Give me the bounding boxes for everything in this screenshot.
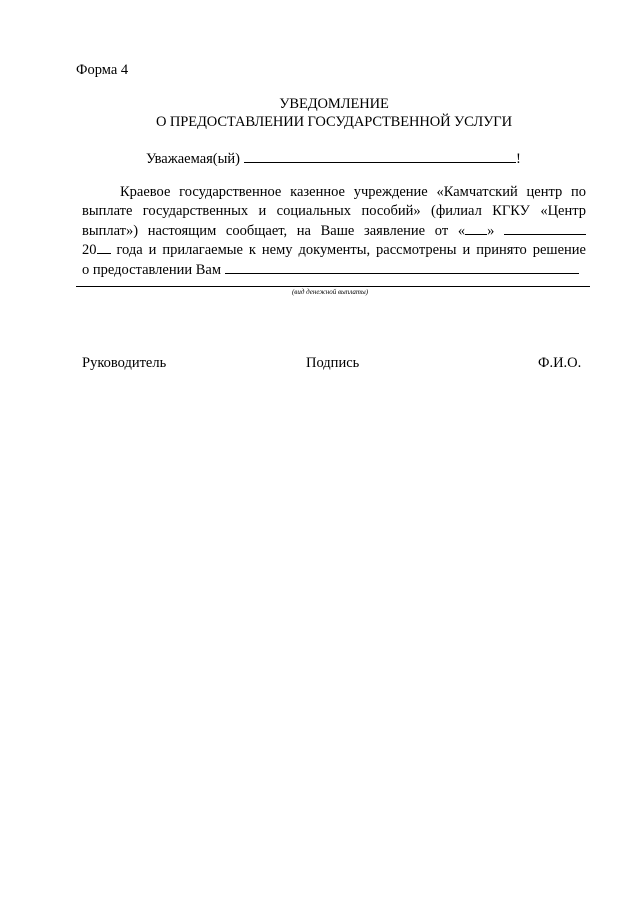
- greeting-suffix: !: [515, 151, 521, 167]
- signature-head-label: Руководитель: [82, 355, 167, 371]
- body-line-4-year: 20: [82, 242, 97, 259]
- body-line-2: выплате государственных и социальных пособий» (филиал КГКУ «Центр: [82, 202, 586, 219]
- body-line-3-text: выплат») настоящим сообщает, на Ваше заявление от «: [82, 222, 466, 239]
- signature-label: Подпись: [306, 355, 360, 371]
- date-month-blank: [504, 221, 586, 235]
- notification-body: [82, 183, 586, 280]
- body-line-4-text: года и прилагаемые к нему документы, рассмотрены и принято решение: [116, 242, 586, 259]
- payment-type-caption: (вид денежной выплаты): [291, 288, 369, 296]
- body-line-5-text: о предоставлении Вам: [82, 262, 222, 279]
- date-day-blank: [465, 221, 487, 235]
- form-number: Форма 4: [76, 62, 129, 78]
- date-year-blank: [97, 240, 111, 254]
- body-line-3: [82, 221, 586, 241]
- body-line-3-quote: »: [487, 222, 495, 239]
- document-subtitle: О ПРЕДОСТАВЛЕНИИ ГОСУДАРСТВЕННОЙ УСЛУГИ: [156, 114, 512, 130]
- greeting-prefix: Уважаемая(ый): [146, 151, 240, 167]
- greeting-line: [146, 148, 521, 168]
- body-line-1: Краевое государственное казенное учреждение «Камчатский центр по: [120, 184, 586, 200]
- signature-name-label: Ф.И.О.: [538, 355, 582, 371]
- body-line-5: [82, 260, 586, 280]
- recipient-name-blank: [244, 148, 516, 163]
- document-title: УВЕДОМЛЕНИЕ: [279, 96, 389, 112]
- payment-type-blank: [225, 260, 579, 274]
- body-line-4: [82, 240, 586, 260]
- continuation-rule: [76, 286, 590, 287]
